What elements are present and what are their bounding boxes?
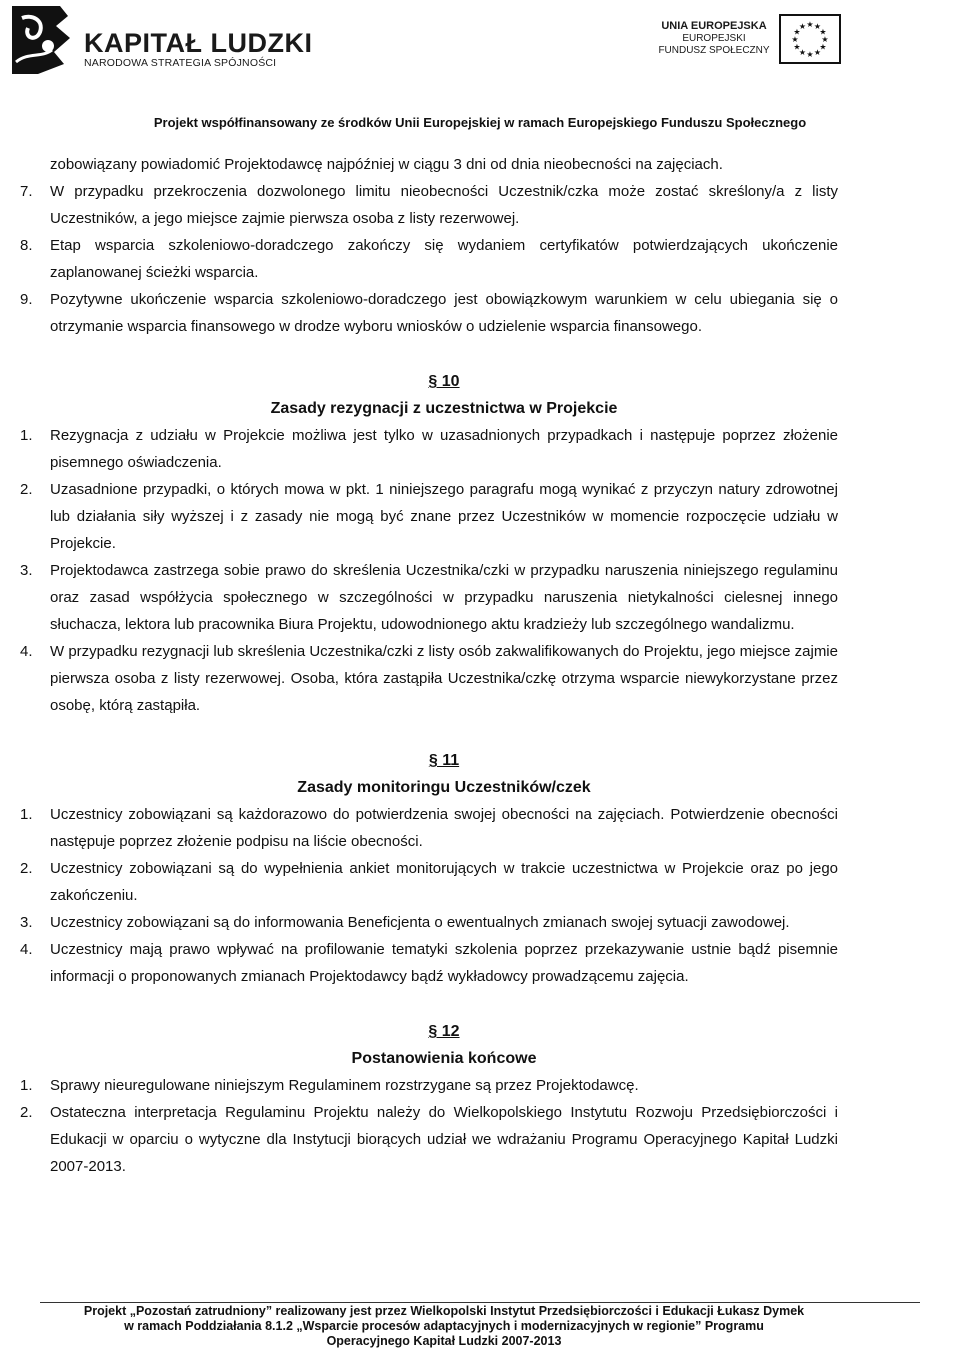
list-item-text: Ostateczna interpretacja Regulaminu Projektu należy do Wielkopolskiego Instytutu Rozwoju Przedsiębiorczości i Edukacji w oparciu o wytyczne dla Instytucji biorących udział we wdrażaniu Programu Operacyjnego Kapitał Ludzki 2007-2013. [50,1104,838,1175]
list-item-number: 1. [20,427,33,444]
list-item-text: Etap wsparcia szkoleniowo-doradczego zakończy się wydaniem certyfikatów potwierdzających ukończenie zaplanowanej ścieżki wsparcia. [50,237,838,281]
eu-star-icon: ★ [798,22,807,31]
footer-line2: w ramach Poddziałania 8.1.2 „Wsparcie procesów adaptacyjnych i modernizacyjnych w regionie” Programu [124,1319,764,1333]
eu-logo-line2: EUROPEJSKI [682,32,746,44]
intro-list [0,178,960,340]
eu-logo-line1: UNIA EUROPEJSKA [661,20,767,32]
list-item [0,557,838,638]
list-item-number: 8. [20,237,33,254]
footer-rule [40,1302,920,1303]
cofinancing-line: Projekt współfinansowany ze środków Unii Europejskiej w ramach Europejskiego Funduszu Społecznego [153,115,807,130]
eu-star-icon: ★ [806,20,814,29]
list-item [0,286,838,340]
section-heading [0,1018,888,1072]
eu-star-icon: ★ [821,35,829,44]
list-item [0,178,838,232]
list-item [0,855,838,909]
section-list [0,801,960,990]
eu-star-icon: ★ [819,27,827,37]
kapital-ludzki-logo-icon [8,2,82,78]
list-item-text: Uczestnicy zobowiązani są każdorazowo do potwierdzenia swojej obecności na zajęciach. Potwierdzenie obecności następuje poprzez złożenie podpisu na liście obecności. [50,806,838,850]
logo-subtitle: NARODOWA STRATEGIA SPÓJNOŚCI [84,57,277,69]
list-item-text: Sprawy nieuregulowane niniejszym Regulaminem rozstrzygane są przez Projektodawcę. [50,1077,639,1094]
list-item-text: W przypadku rezygnacji lub skreślenia Uczestnika/czki z listy osób zakwalifikowanych do Projektu, jego miejsce zajmie pierwsza osoba z listy rezerwowej. Osoba, która zastąpiła Uczestnika/czkę otrzyma wsparcie niewykorzystane przez osobę, którą zastąpiła. [50,643,838,714]
list-item-number: 4. [20,643,33,660]
section-paragraph-number: § 10 [428,373,460,390]
continued-paragraph: zobowiązany powiadomić Projektodawcę najpóźniej w ciągu 3 dni od dnia nieobecności na zajęciach. [50,156,723,173]
sections [0,368,960,1180]
section-list [0,422,960,719]
eu-star-icon: ★ [813,48,822,57]
section-title: Postanowienia końcowe [351,1050,537,1067]
section-list [0,1072,960,1180]
eu-star-icon: ★ [819,42,827,52]
list-item-text: Pozytywne ukończenie wsparcia szkoleniowo-doradczego jest obowiązkowym warunkiem w celu ubiegania się o otrzymanie wsparcia finansowego w drodze wyboru wniosków o udzielenie wsparcia finansowego. [50,291,838,335]
eu-star-icon: ★ [806,50,814,59]
list-item-number: 2. [20,481,33,498]
list-item-number: 7. [20,183,33,200]
section-title: Zasady monitoringu Uczestników/czek [297,779,591,796]
list-item-number: 2. [20,1104,33,1121]
list-item-text: Uczestnicy mają prawo wpływać na profilowanie tematyki szkolenia poprzez przekazywanie ustnie bądź pisemnie informacji o proponowanych zmianach Projektodawcy bądź wykładowcy prowadzącemu zajęcia. [50,941,838,985]
list-item-number: 9. [20,291,33,308]
document-body [0,151,960,1180]
list-item-number: 1. [20,1077,33,1094]
eu-star-icon: ★ [791,35,799,44]
footer-text [0,1304,888,1349]
section-heading [0,747,888,801]
section-paragraph-number: § 12 [428,1023,460,1040]
section-paragraph-number: § 11 [428,752,460,769]
logo-title: KAPITAŁ LUDZKI [84,28,313,58]
page-header [0,0,960,140]
section-heading [0,368,888,422]
eu-logo-line3: FUNDUSZ SPOŁECZNY [658,45,770,56]
eu-star-icon: ★ [793,42,801,52]
list-item [0,909,838,936]
footer-line1: Projekt „Pozostań zatrudniony” realizowany jest przez Wielkopolski Instytut Przedsiębiorczości i Edukacji Łukasz Dymek [83,1304,805,1318]
eu-star-icon: ★ [793,27,801,37]
list-item-text: Uczestnicy zobowiązani są do informowania Beneficjenta o ewentualnych zmianach swojej sytuacji zawodowej. [50,914,790,931]
list-item [0,422,838,476]
list-item-number: 1. [20,806,33,823]
list-item [0,476,838,557]
eu-flag-icon [779,14,841,64]
list-item [0,1099,838,1180]
list-item-number: 3. [20,914,33,931]
eu-star-icon: ★ [813,22,822,31]
list-item [0,232,838,286]
list-item [0,801,838,855]
list-item-text: W przypadku przekroczenia dozwolonego limitu nieobecności Uczestnik/czka może zostać skreślony/a z listy Uczestników, a jego miejsce zajmie pierwsza osoba z listy rezerwowej. [50,183,838,227]
section-title: Zasady rezygnacji z uczestnictwa w Projekcie [270,400,618,417]
list-item-text: Uzasadnione przypadki, o których mowa w pkt. 1 niniejszego paragrafu mogą wynikać z przyczyn natury zdrowotnej lub działania siły wyższej i z zasady nie mogą być znane przez Uczestników w momencie rozpoczęcie udziału w Projekcie. [50,481,838,552]
list-item-text: Rezygnacja z udziału w Projekcie możliwa jest tylko w uzasadnionych przypadkach i następuje poprzez złożenie pisemnego oświadczenia. [50,427,838,471]
list-item [0,638,838,719]
list-item-number: 2. [20,860,33,877]
list-item-number: 3. [20,562,33,579]
list-item-text: Uczestnicy zobowiązani są do wypełnienia ankiet monitorujących w trakcie uczestnictwa w Projekcie oraz po jego zakończeniu. [50,860,838,904]
eu-logo-text [650,20,778,58]
list-item [0,936,838,990]
list-item [0,1072,838,1099]
footer-line3: Operacyjnego Kapitał Ludzki 2007-2013 [326,1334,562,1348]
eu-star-icon: ★ [798,48,807,57]
list-item-text: Projektodawca zastrzega sobie prawo do skreślenia Uczestnika/czki w przypadku naruszenia niniejszego regulaminu oraz zasad współżycia społecznego w szczególności w przypadku naruszenia nietykalności cielesnej innego słuchacza, lektora lub pracownika Biura Projektu, udowodnionego aktu kradzieży lub szczególnego wandalizmu. [50,562,838,633]
list-item-number: 4. [20,941,33,958]
